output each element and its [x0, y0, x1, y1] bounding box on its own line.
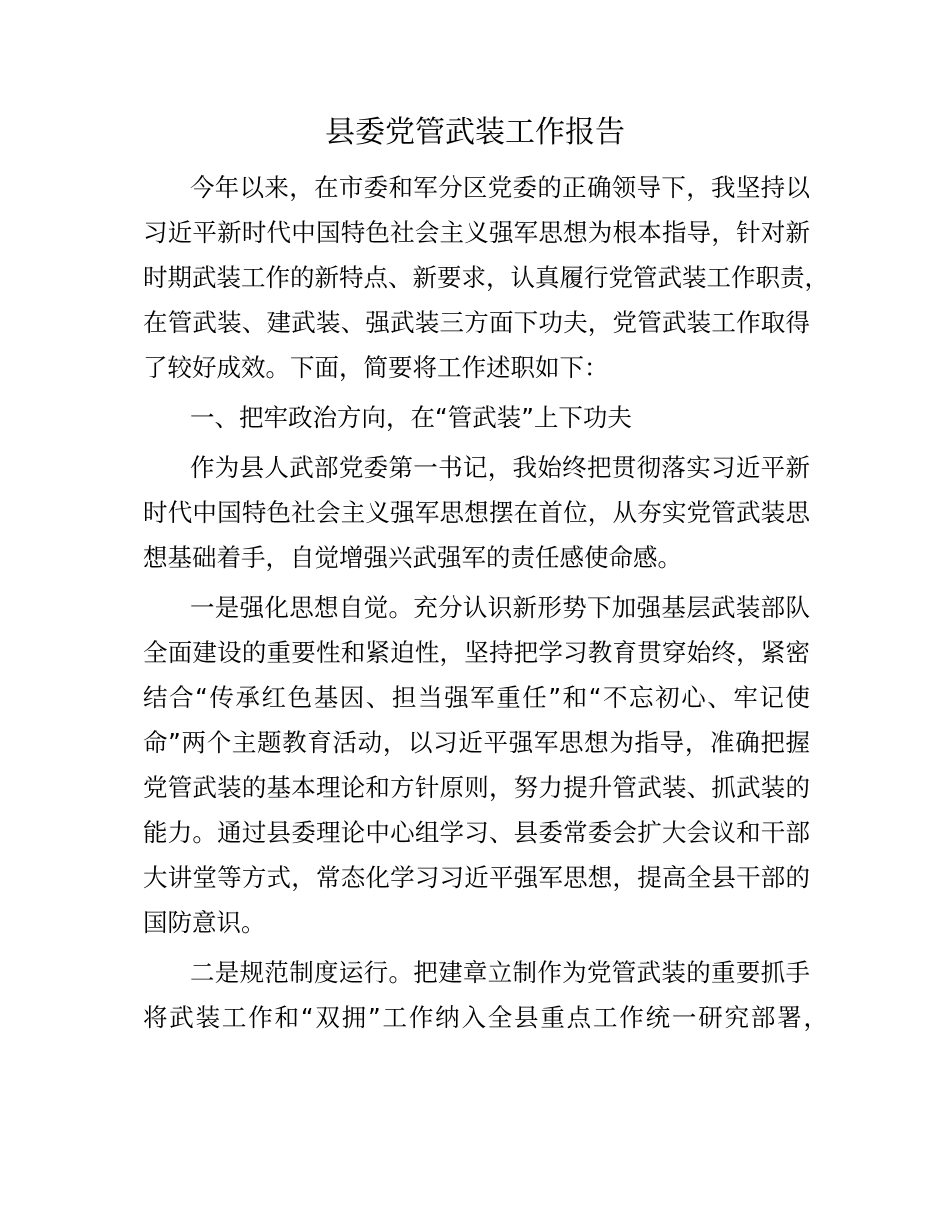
paragraph-line: 一是强化思想自觉。充分认识新形势下加强基层武装部队 [190, 593, 810, 622]
paragraph [143, 445, 810, 580]
paragraph-line: 二是规范制度运行。把建章立制作为党管武装的重要抓手 [190, 958, 810, 987]
document-body [143, 165, 829, 1045]
paragraph-line: 时代中国特色社会主义强军思想摆在首位，从夯实党管武装思 [143, 498, 810, 527]
paragraph-line: 时期武装工作的新特点、新要求，认真履行党管武装工作职责， [143, 263, 829, 292]
paragraph-line: 在管武装、建武装、强武装三方面下功夫，党管武装工作取得 [143, 308, 810, 337]
paragraph-line: 作为县人武部党委第一书记，我始终把贯彻落实习近平新 [190, 453, 810, 482]
paragraph-line: 想基础着手，自觉增强兴武强军的责任感使命感。 [143, 543, 682, 572]
paragraph [143, 950, 828, 1040]
paragraph-line: 了较好成效。下面，简要将工作述职如下： [143, 353, 609, 382]
paragraph-line: 大讲堂等方式，常态化学习习近平强军思想，提高全县干部的 [143, 863, 810, 892]
document-title: 县委党管武装工作报告 [325, 115, 625, 150]
paragraph-line: 命”两个主题教育活动，以习近平强军思想为指导，准确把握 [143, 728, 810, 757]
paragraph-line: 习近平新时代中国特色社会主义强军思想为根本指导，针对新 [143, 218, 810, 247]
paragraph-line: 能力。通过县委理论中心组学习、县委常委会扩大会议和干部 [143, 818, 810, 847]
paragraph-line: 全面建设的重要性和紧迫性，坚持把学习教育贯穿始终，紧密 [143, 638, 810, 667]
paragraph-line: 一、把牢政治方向，在“管武装”上下功夫 [190, 403, 632, 432]
paragraph-line: 结合“传承红色基因、担当强军重任”和“不忘初心、牢记使 [143, 683, 810, 712]
paragraph-line: 今年以来，在市委和军分区党委的正确领导下，我坚持以 [190, 173, 810, 202]
paragraph [143, 165, 829, 390]
paragraph [143, 395, 810, 440]
paragraph-line: 将武装工作和“双拥”工作纳入全县重点工作统一研究部署， [143, 1003, 828, 1032]
paragraph [143, 585, 810, 945]
paragraph-line: 国防意识。 [143, 908, 266, 937]
paragraph-line: 党管武装的基本理论和方针原则，努力提升管武装、抓武装的 [143, 773, 810, 802]
